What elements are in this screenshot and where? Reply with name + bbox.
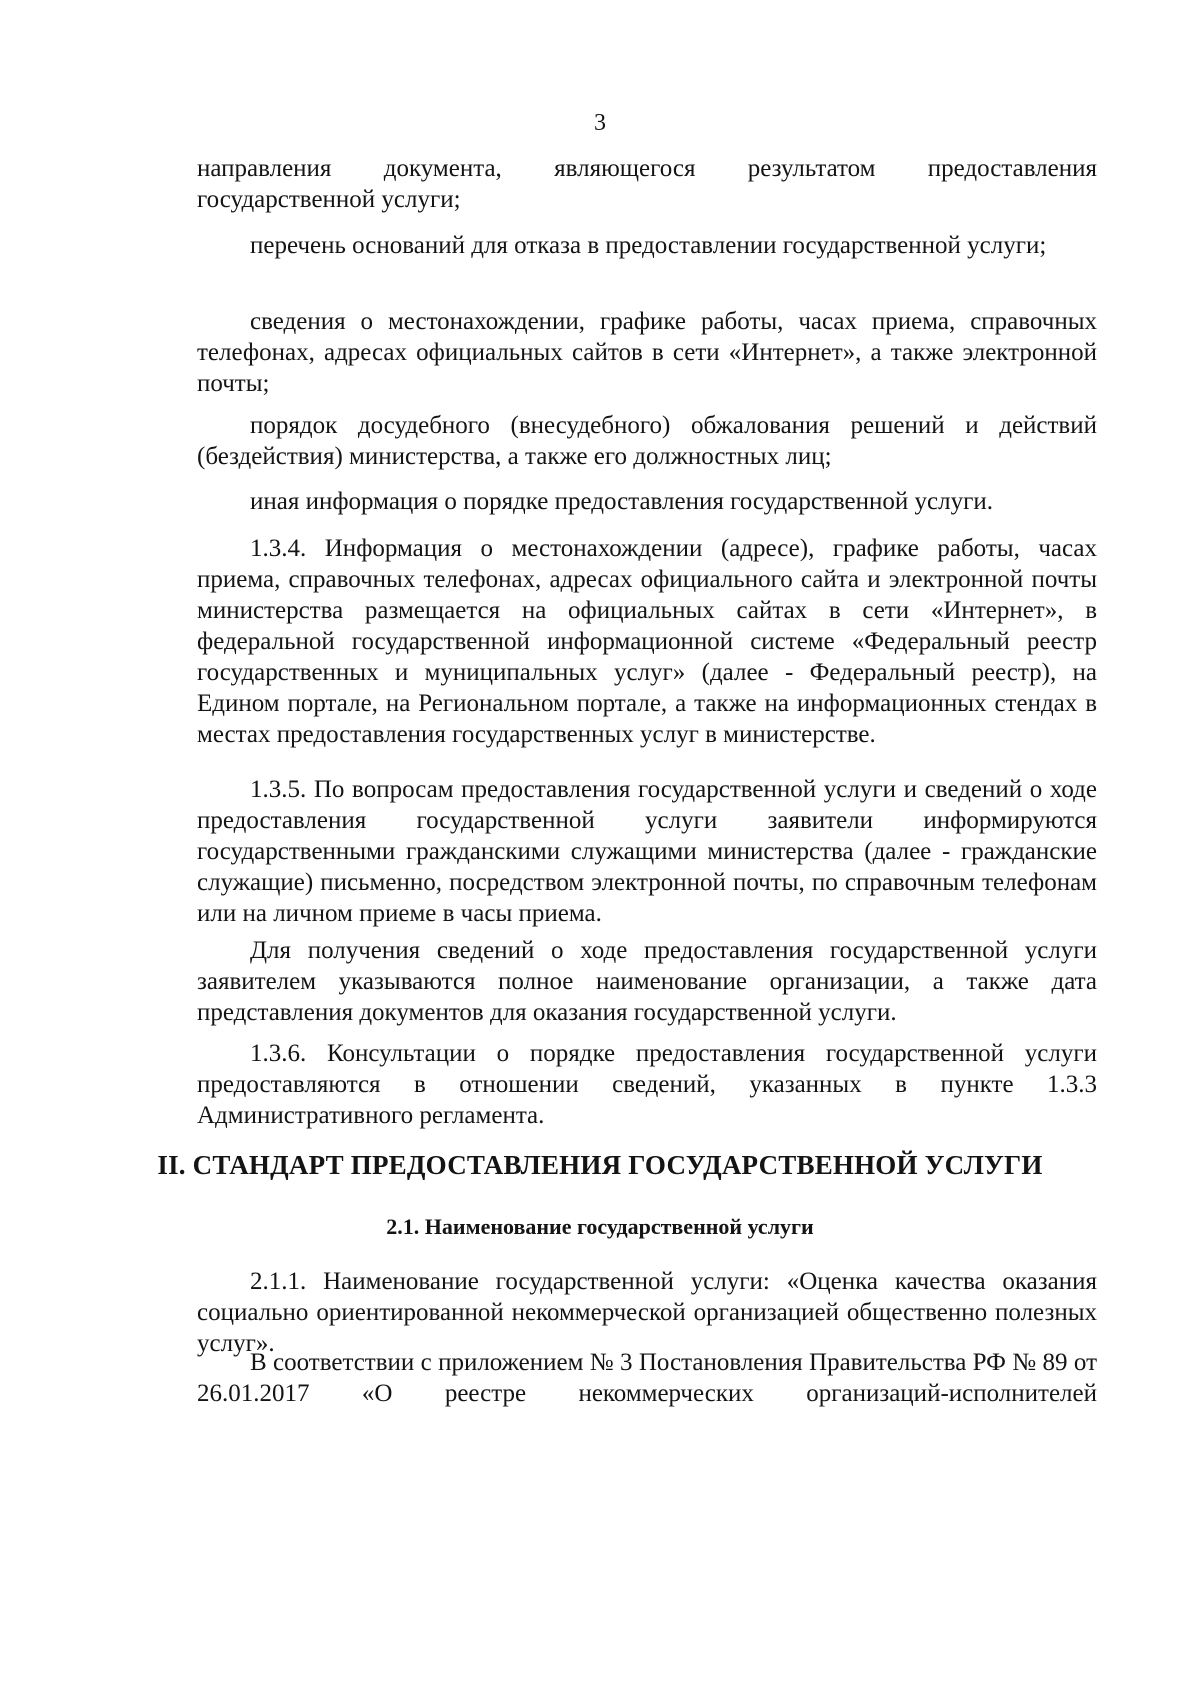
paragraph: сведения о местонахождении, графике работы, часах приема, справочных телефонах, адресах официальных сайтов в сети «Интернет», а также электронной почты;	[197, 308, 1097, 397]
paragraph: Для получения сведений о ходе предоставления государственной услуги заявителем указываются полное наименование организации, а также дата представления документов для оказания государственной услуги.	[197, 937, 1097, 1026]
paragraph-continuation-line: направления документа, являющегося результатом предоставления	[197, 155, 1097, 182]
paragraph-continuation-end: государственной услуги;	[197, 186, 461, 213]
paragraph-1-3-4: 1.3.4. Информация о местонахождении (адресе), графике работы, часах приема, справочных телефонах, адресах официального сайта и электронной почты министерства размещается на официальных сайтах в сети «Интернет», в федеральной государственной информационной системе «Федеральный реестр государственных и муниципальных услуг» (далее - Федеральный реестр), на Едином портале, на Региональном портале, а также на информационных стендах в местах предоставления государственных услуг в министерстве.	[197, 535, 1097, 748]
paragraph: В соответствии с приложением № 3 Постановления Правительства РФ № 89 от 26.01.2017 «О реестре некоммерческих организаций-исполнителей	[197, 1349, 1097, 1407]
page-number: 3	[594, 110, 606, 136]
paragraph: иная информация о порядке предоставления государственной услуги.	[250, 488, 993, 515]
section-heading: II. СТАНДАРТ ПРЕДОСТАВЛЕНИЯ ГОСУДАРСТВЕННОЙ УСЛУГИ	[157, 1150, 1043, 1180]
paragraph-1-3-6: 1.3.6. Консультации о порядке предоставления государственной услуги предоставляются в отношении сведений, указанных в пункте 1.3.3 Административного регламента.	[197, 1040, 1097, 1129]
paragraph: перечень оснований для отказа в предоставлении государственной услуги;	[250, 232, 1047, 259]
subsection-heading: 2.1. Наименование государственной услуги	[386, 1214, 814, 1239]
paragraph-1-3-5: 1.3.5. По вопросам предоставления государственной услуги и сведений о ходе предоставления государственной услуги заявители информируются государственными гражданскими служащими министерства (далее - гражданские служащие) письменно, посредством электронной почты, по справочным телефонам или на личном приеме в часы приема.	[197, 776, 1097, 927]
paragraph-2-1-1: 2.1.1. Наименование государственной услуги: «Оценка качества оказания социально ориентированной некоммерческой организацией общественно полезных услуг».	[197, 1268, 1097, 1357]
paragraph: порядок досудебного (внесудебного) обжалования решений и действий (бездействия) министерства, а также его должностных лиц;	[197, 412, 1097, 470]
